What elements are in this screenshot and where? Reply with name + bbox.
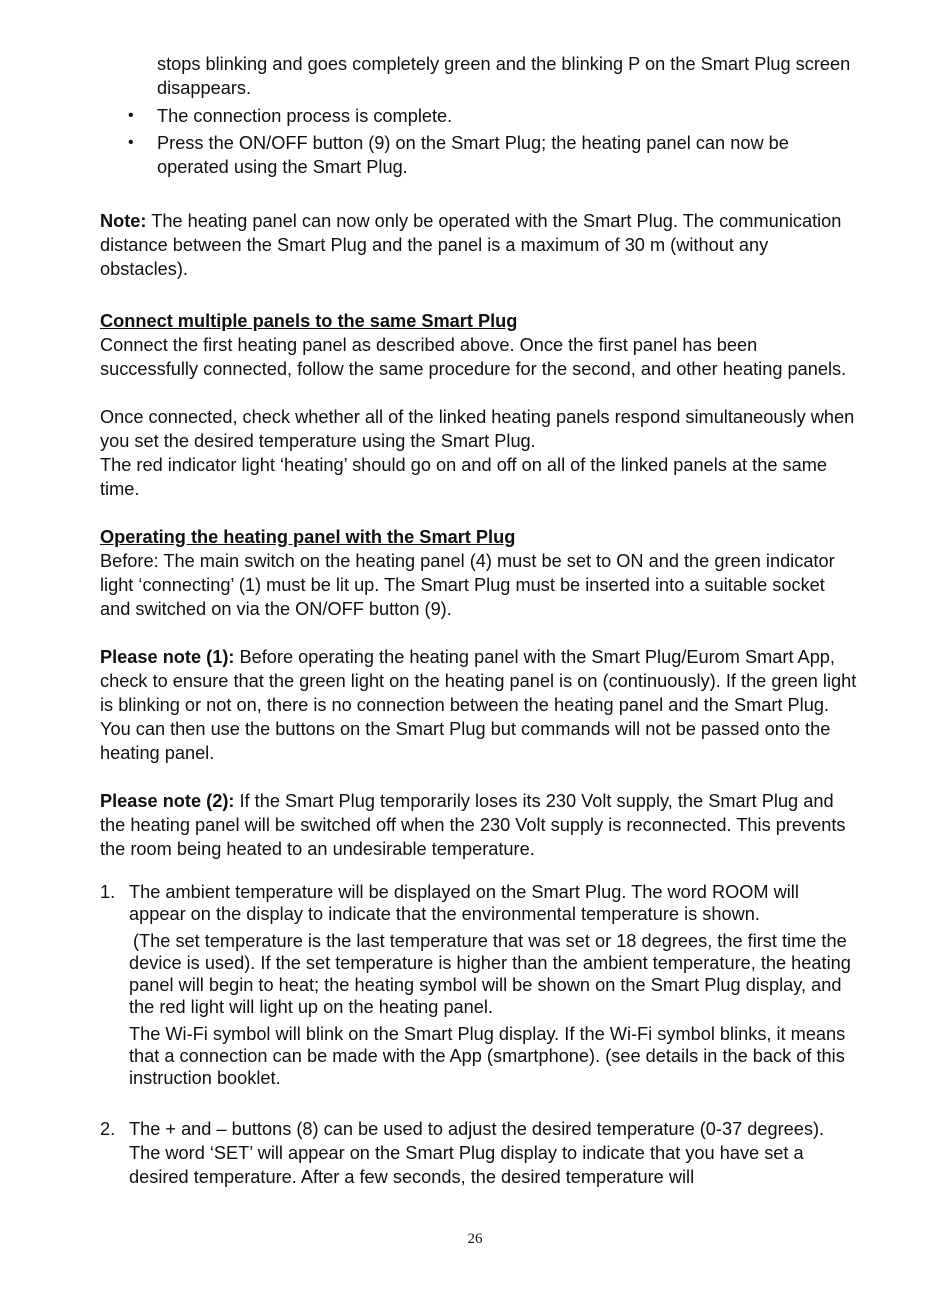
please-note-1 bbox=[100, 645, 860, 765]
please-note-1-text: Before operating the heating panel with the Smart Plug/Eurom Smart App, check to ensure that the green light on the heating panel is on (continuously). If the green light is blinking or not on, there is no connection between the heating panel and the Smart Plug. You can then use the buttons on the Smart Plug but commands will not be passed onto the heating panel. bbox=[100, 647, 857, 763]
bullet-item: Press the ON/OFF button (9) on the Smart Plug; the heating panel can now be operated using the Smart Plug. bbox=[157, 133, 789, 177]
note-text: The heating panel can now only be operated with the Smart Plug. The communication distance between the Smart Plug and the panel is a maximum of 30 m (without any obstacles). bbox=[100, 211, 842, 279]
section-paragraph: The red indicator light ‘heating’ should go on and off on all of the linked panels at the same time. bbox=[100, 455, 827, 499]
list-number: 1. bbox=[100, 882, 116, 902]
list-number: 2. bbox=[100, 1119, 116, 1139]
please-note-2-label: Please note (2): bbox=[100, 791, 235, 811]
list-item-paragraph: The Wi-Fi symbol will blink on the Smart Plug display. If the Wi-Fi symbol blinks, it means that a connection can be made with the App (smartphone). (see details in the back of this instruction booklet. bbox=[129, 1024, 846, 1088]
please-note-1-label: Please note (1): bbox=[100, 647, 235, 667]
section-paragraph: Once connected, check whether all of the linked heating panels respond simultaneously when you set the desired temperature using the Smart Plug. bbox=[100, 407, 855, 451]
bullet-glyph: • bbox=[128, 134, 134, 151]
page-number: 26 bbox=[467, 1231, 483, 1247]
bullet-glyph: • bbox=[128, 107, 134, 124]
section-heading: Connect multiple panels to the same Smart Plug bbox=[100, 311, 518, 331]
section-heading: Operating the heating panel with the Smart Plug bbox=[100, 527, 516, 547]
list-item-paragraph: The ambient temperature will be displayed on the Smart Plug. The word ROOM will appear on the display to indicate that the environmental temperature is shown. bbox=[129, 882, 799, 924]
note-label: Note: bbox=[100, 211, 147, 231]
please-note-2 bbox=[100, 789, 860, 861]
please-note-2-text: If the Smart Plug temporarily loses its 230 Volt supply, the Smart Plug and the heating panel will be switched off when the 230 Volt supply is reconnected. This prevents the room being heated to an undesirable temperature. bbox=[100, 791, 846, 859]
note-paragraph bbox=[100, 209, 860, 281]
continuation-paragraph: stops blinking and goes completely green and the blinking P on the Smart Plug screen disappears. bbox=[157, 54, 851, 98]
bullet-item: The connection process is complete. bbox=[157, 106, 453, 126]
section-paragraph: Connect the first heating panel as described above. Once the first panel has been successfully connected, follow the same procedure for the second, and other heating panels. bbox=[100, 335, 847, 379]
list-item-paragraph: (The set temperature is the last temperature that was set or 18 degrees, the first time the device is used). If the set temperature is higher than the ambient temperature, the heating panel will begin to heat; the heating symbol will be shown on the Smart Plug display, and the red light will light up on the heating panel. bbox=[129, 931, 851, 1017]
list-item-paragraph: The + and – buttons (8) can be used to adjust the desired temperature (0-37 degrees). The word ‘SET’ will appear on the Smart Plug display to indicate that you have set a desired temperature. After a few seconds, the desired temperature will bbox=[129, 1119, 825, 1187]
section-paragraph: Before: The main switch on the heating panel (4) must be set to ON and the green indicator light ‘connecting’ (1) must be lit up. The Smart Plug must be inserted into a suitable socket and switched on via the ON/OFF button (9). bbox=[100, 551, 835, 619]
